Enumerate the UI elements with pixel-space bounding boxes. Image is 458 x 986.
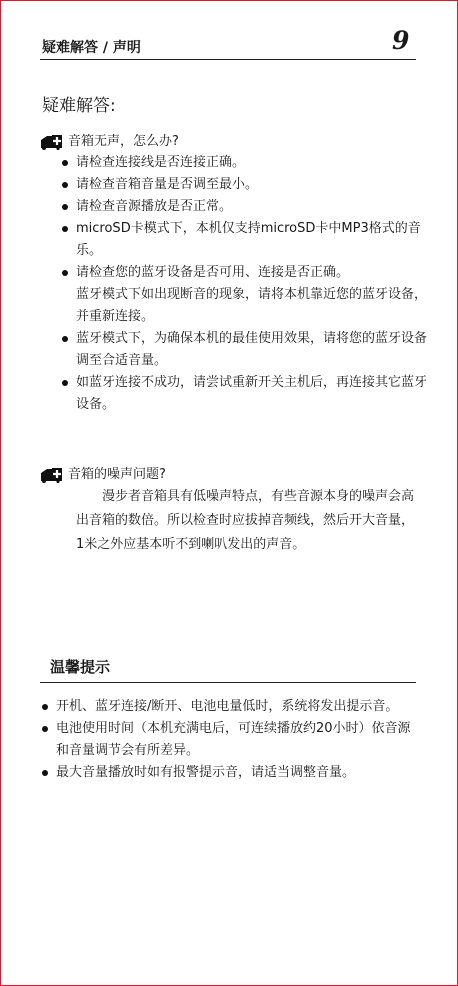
list-item-extra: 蓝牙模式下如出现断音的现象，请将本机靠近您的蓝牙设备，并重新连接。 [76,287,428,324]
list-item: 最大音量播放时如有报警提示音，请适当调整音量。 [42,762,414,784]
list-item-text: 请检查您的蓝牙设备是否可用、连接是否正确。 [76,265,350,280]
header-title: 疑难解答 / 声明 [42,40,141,56]
list-item: 电池使用时间（本机充满电后，可连续播放约20小时）依音源和音量调节会有所差异。 [42,718,414,762]
tips-list [42,696,414,784]
question-1 [40,133,179,151]
list-item: 开机、蓝牙连接/断开、电池电量低时，系统将发出提示音。 [42,696,414,718]
tips-rule [40,682,416,683]
first-aid-kit-icon [40,134,62,150]
question-2 [40,466,166,484]
section-title: 疑难解答: [42,96,116,116]
list-item: 请检查连接线是否连接正确。 [62,152,428,174]
list-item: microSD卡模式下，本机仅支持microSD卡中MP3格式的音乐。 [62,218,428,262]
first-aid-kit-icon [40,467,62,483]
list-item: 蓝牙模式下，为确保本机的最佳使用效果，请将您的蓝牙设备调至合适音量。 [62,328,428,372]
header-rule [40,59,416,60]
question-1-answers [62,152,428,416]
page-number: 9 [392,26,410,55]
question-2-text: 音箱的噪声问题? [68,467,166,482]
list-item: 如蓝牙连接不成功，请尝试重新开关主机后，再连接其它蓝牙设备。 [62,372,428,416]
tips-title: 温馨提示 [50,658,111,676]
question-1-text: 音箱无声，怎么办? [68,134,179,149]
question-2-answer: 漫步者音箱具有低噪声特点，有些音源本身的噪声会高出音箱的数倍。所以检查时应拔掉音频线，然后开大音量，1米之外应基本听不到喇叭发出的声音。 [76,489,415,552]
list-item: 请检查音源播放是否正常。 [62,196,428,218]
list-item [62,262,428,328]
list-item: 请检查音箱音量是否调至最小。 [62,174,428,196]
